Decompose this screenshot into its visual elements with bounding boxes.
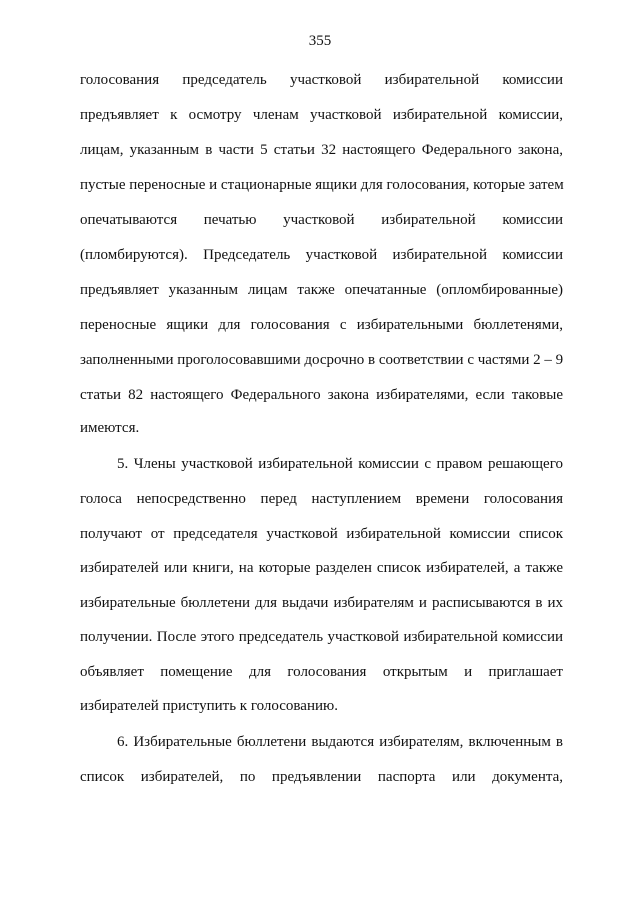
text-line: опечатываются печатью участковой избирательной комиссии xyxy=(80,212,563,228)
text-line: объявляет помещение для голосования открытым и приглашает xyxy=(80,664,563,680)
text-line: избирателей приступить к голосованию. xyxy=(80,698,338,714)
text-line: статьи 82 настоящего Федерального закона избирателями, если таковые xyxy=(80,387,563,403)
text-line: избирательные бюллетени для выдачи избирателям и расписываются в их xyxy=(80,595,563,611)
text-line: голоса непосредственно перед наступлением времени голосования xyxy=(80,491,563,507)
page-number: 355 xyxy=(308,33,332,49)
text-line: голосования председатель участковой избирательной комиссии xyxy=(80,72,563,88)
paragraph-start-line: 5. Члены участковой избирательной комиссии с правом решающего xyxy=(117,456,563,472)
text-line: пустые переносные и стационарные ящики для голосования, которые затем xyxy=(80,177,564,193)
text-line: получают от председателя участковой избирательной комиссии список xyxy=(80,526,563,542)
text-line: лицам, указанным в части 5 статьи 32 настоящего Федерального закона, xyxy=(80,142,563,158)
text-line: предъявляет к осмотру членам участковой избирательной комиссии, xyxy=(80,107,563,123)
text-line: заполненными проголосовавшими досрочно в соответствии с частями 2 – 9 xyxy=(80,352,564,368)
text-line: переносные ящики для голосования с избирательными бюллетенями, xyxy=(80,317,563,333)
paragraph-start-line: 6. Избирательные бюллетени выдаются избирателям, включенным в xyxy=(117,734,563,750)
text-line: (пломбируются). Председатель участковой избирательной комиссии xyxy=(80,247,563,263)
text-line: избирателей или книги, на которые разделен список избирателей, а также xyxy=(80,560,563,576)
text-line: получении. После этого председатель участковой избирательной комиссии xyxy=(80,629,563,645)
text-line: список избирателей, по предъявлении паспорта или документа, xyxy=(80,769,563,785)
text-line: предъявляет указанным лицам также опечатанные (опломбированные) xyxy=(80,282,563,298)
text-line: имеются. xyxy=(80,420,140,436)
